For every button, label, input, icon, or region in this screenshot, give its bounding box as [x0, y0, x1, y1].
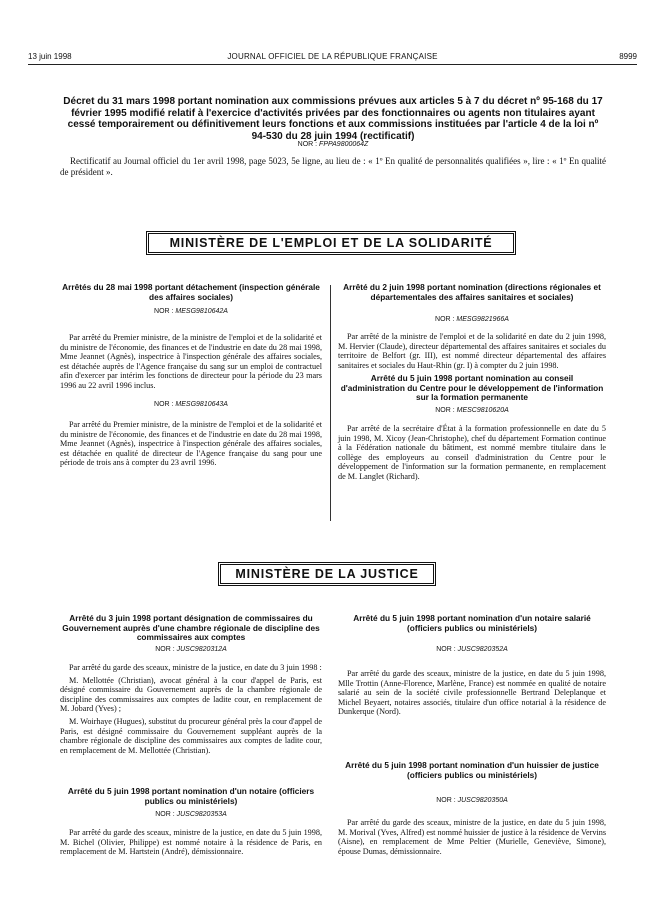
nor-label: NOR :: [435, 316, 455, 323]
arrete-title: Arrêté du 5 juin 1998 portant nomination d'un notaire (officiers publics ou ministériels): [67, 786, 315, 806]
decret-text: Rectificatif au Journal officiel du 1er avril 1998, page 5023, 5e ligne, au lieu de : « 1º En qualité de personnalités qualifiées », lire : « 1º En qualité de président ».: [60, 156, 606, 177]
arrete-text: [338, 332, 606, 370]
arrete-paragraph: Par arrêté du garde des sceaux, ministre de la justice, en date du 5 juin 1998, M. Bichel (Olivier, Philippe) est nommé notaire à la résidence de Paris, en remplacement de M. Hartstein (André), démissionnaire.: [60, 828, 322, 857]
nor-code: MESC9810620A: [456, 407, 509, 414]
arrete-paragraph: M. Woirhaye (Hugues), substitut du procureur général près la cour d'appel de Paris, est désigné commissaire du Gouvernement suppléant auprès de la chambre régionale de discipline des commissaires aux comptes de ladite cour, en remplacement de M. Mellottée (Christian).: [60, 716, 322, 755]
arrete-paragraph: Par arrêté de la secrétaire d'État à la formation professionnelle en date du 5 juin 1998, M. Xicoy (Jean-Christophe), chef du département Formation continue à la Fédération nationale du bâtiment, est nommé membre titulaire dans le collège des employeurs au conseil d'administration du Centre pour le développement de l'information sur la formation permanente, en remplacement de M. Langlet (Richard).: [338, 424, 606, 481]
nor-label: NOR :: [154, 401, 174, 408]
header-rule: [28, 64, 637, 65]
decret-nor: [60, 141, 606, 148]
header-journal-title: JOURNAL OFFICIEL DE LA RÉPUBLIQUE FRANÇAISE: [227, 52, 438, 61]
arrete-paragraph: Par arrêté du garde des sceaux, ministre de la justice, en date du 3 juin 1998 :: [69, 663, 322, 672]
nor-code: MESG9810642A: [175, 308, 228, 315]
page-header: [28, 52, 637, 64]
arrete-title: Arrêté du 5 juin 1998 portant nomination au conseil d'administration du Centre pour le développement de l'information sur la formation permanente: [340, 373, 604, 403]
arrete-paragraph: Par arrêté du garde des sceaux, ministre de la justice, en date du 5 juin 1998, Mlle Trottin (Anne-Florence, Marlène, France) est nommée en qualité de notaire salarié au sein de la société civile professionnelle Bertrand Deleplanque et Michel Beyaert, notaires associés, titulaire d'un office notarial à la résidence de Dunkerque (Nord).: [338, 669, 606, 717]
nor-code: JUSC9820350A: [457, 797, 508, 804]
arrete-title: Arrêté du 5 juin 1998 portant nomination d'un huissier de justice (officiers publics ou ministériels): [345, 760, 599, 780]
arrete-nor: [60, 811, 322, 818]
nor-label: NOR :: [155, 811, 175, 818]
arrete-title: Arrêté du 2 juin 1998 portant nomination (directions régionales et départementales des affaires sanitaires et sociales): [343, 282, 601, 302]
arrete-text: [60, 663, 322, 755]
nor-code: JUSC9820312A: [176, 646, 227, 653]
arrete-notaire-salarie: [338, 614, 606, 633]
arrete-title: Arrêté du 3 juin 1998 portant désignation de commissaires du Gouvernement auprès d'une chambre régionale de discipline des commissaires aux comptes: [62, 613, 320, 643]
header-date: 13 juin 1998: [28, 52, 72, 61]
arrete-text: [60, 333, 322, 391]
nor-code: FPPA9800064Z: [319, 141, 369, 148]
arrete-nor: [338, 407, 606, 414]
arrete-nor: [60, 401, 322, 408]
nor-label: NOR :: [435, 407, 455, 414]
nor-code: JUSC9820352A: [457, 646, 508, 653]
arrete-huissier: [338, 761, 606, 780]
column-divider: [330, 285, 331, 521]
arrete-paragraph: Par arrêté du garde des sceaux, ministre de la justice, en date du 5 juin 1998, M. Morival (Yves, Alfred) est nommé huissier de justice à la résidence de Vervins (Aisne), en remplacement de Mme Peltier (Murielle, Geneviève, Simone), épouse Dumas, démissionnaire.: [338, 818, 607, 856]
arrete-nor: [60, 646, 322, 653]
arrete-text: [338, 818, 606, 856]
arrete-paragraph: Par arrêté de la ministre de l'emploi et de la solidarité en date du 2 juin 1998, M. Hervier (Claude), directeur départemental des affaires sanitaires et sociales du territoire de Belfort (gr. III), est nommé directeur départemental des affaires sanitaires et sociales du Haut-Rhin (gr. I) à compter du 2 juin 1998.: [338, 332, 606, 370]
arrete-nor: [60, 308, 322, 315]
arrete-centre-formation: [338, 374, 606, 403]
nor-code: MESG9821966A: [456, 316, 509, 323]
arrete-text: [338, 669, 606, 717]
arrete-text: [338, 424, 606, 482]
arrete-title: Arrêté du 5 juin 1998 portant nomination d'un notaire salarié (officiers publics ou ministériels): [353, 613, 591, 633]
header-page-number: 8999: [619, 52, 637, 61]
arrete-title: Arrêtés du 28 mai 1998 portant détachement (inspection générale des affaires sociales): [62, 282, 320, 302]
arrete-paragraph: M. Mellottée (Christian), avocat général à la cour d'appel de Paris, est désigné commissaire du Gouvernement auprès de la chambre régionale de discipline des commissaires aux comptes de ladite cour, en remplacement de M. Jobard (Yves) ;: [60, 675, 322, 714]
decret-title: Décret du 31 mars 1998 portant nomination aux commissions prévues aux articles 5 à 7 du décret nº 95-168 du 17 février 1995 modifié relatif à l'exercice d'activités privées par des fonctionnaires ou agents non titulaires ayant cessé temporairement ou définitivement leurs fonctions et aux commissions instituées par l'article 4 de la loi nº 94-530 du 28 juin 1994 (rectificatif): [63, 96, 603, 142]
arrete-nor: [338, 316, 606, 323]
nor-code: MESG9810643A: [175, 401, 228, 408]
ministry-heading-justice: MINISTÈRE DE LA JUSTICE: [218, 562, 436, 586]
arrete-nor: [338, 797, 606, 804]
arrete-text: [60, 828, 322, 857]
nor-label: NOR :: [436, 797, 456, 804]
ministry-heading-emploi: MINISTÈRE DE L'EMPLOI ET DE LA SOLIDARITÉ: [146, 231, 516, 255]
nor-label: NOR :: [297, 141, 318, 148]
nor-code: JUSC9820353A: [176, 811, 227, 818]
arrete-text: [60, 420, 322, 468]
nor-label: NOR :: [155, 646, 175, 653]
arrete-directions-regionales: [338, 283, 606, 302]
arrete-paragraph: Par arrêté du Premier ministre, de la ministre de l'emploi et de la solidarité et du ministre de l'économie, des finances et de l'industrie en date du 28 mai 1998, Mme Jeannet (Agnès), inspectrice à l'inspection générale des affaires sociales, est détachée en qualité de directeur de l'Agence française du sang pour une période de trois ans à compter du 23 avril 1996.: [60, 420, 322, 468]
nor-label: NOR :: [154, 308, 174, 315]
arrete-commissaires: [60, 614, 322, 643]
arrete-paragraph: Par arrêté du Premier ministre, de la ministre de l'emploi et de la solidarité et du ministre de l'économie, des finances et de l'industrie en date du 28 mai 1998, Mme Jeannet (Agnès), inspectrice à l'inspection générale des affaires sociales, est détachée auprès de l'Agence française du sang sur un emploi de contractuel afin d'exercer par intérim les fonctions de directeur pour la période du 23 mars 1996 au 22 avril 1996 inclus.: [60, 333, 322, 390]
arrete-detachement: [60, 283, 322, 302]
nor-label: NOR :: [436, 646, 456, 653]
arrete-nor: [338, 646, 606, 653]
arrete-notaire: [60, 787, 322, 806]
